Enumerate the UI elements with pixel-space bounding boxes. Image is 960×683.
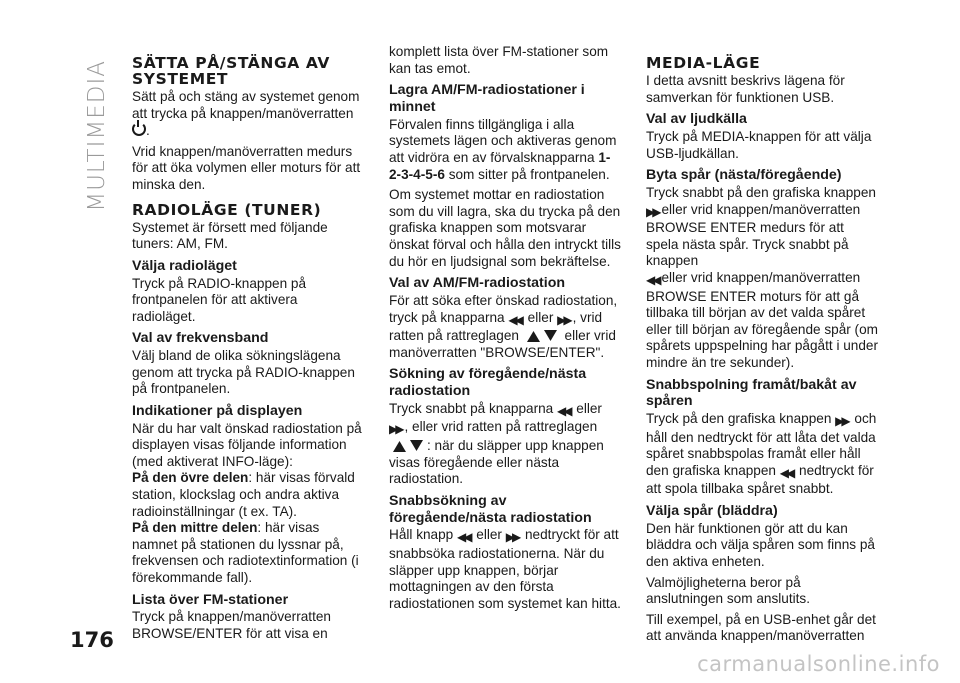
heading-byta: Byta spår (nästa/föregående) [646,167,842,184]
paragraph: Förvalen finns tillgängliga i alla systemets lägen och aktiveras genom att vidröra en av förvalsknapparna 1-2-3-4-5-6 som sitter på frontpanelen. [389,116,617,182]
watermark: carmanualsonline.info [697,652,940,676]
column-3 [646,55,878,649]
heading-lagra: Lagra AM/FM-radiostationer i minnet [389,82,585,115]
heading-ljud: Val av ljudkälla [646,111,747,128]
paragraph: Tryck snabbt på knapparna ◀◀ eller ▶▶ , eller vrid ratten på rattreglagen : när du släpper upp knappen visas föregående eller nästa radiostation. [389,400,604,487]
paragraph: Tryck på RADIO-knappen på frontpanelen för att aktivera radioläget. [132,275,307,324]
heading-lista: Lista över FM-stationer [132,591,289,608]
up-down-arrows-icon [391,439,425,453]
heading-val: Val av AM/FM-radiostation [389,275,566,292]
paragraph: För att söka efter önskad radiostation, tryck på knapparna ◀◀ eller ▶▶ , vrid ratten på rattreglagen eller vrid manöverratten "BROWSE/ENTER". [389,292,618,360]
next-track-icon: ▶▶ [389,422,402,437]
heading-ind: Indikationer på displayen [132,402,303,419]
paragraph: På den övre delen: här visas förvald station, klockslag och andra aktiva radioinställningar (t ex. TA). [132,470,355,519]
section-sidebar [84,60,110,212]
heading-media: MEDIA-LÄGE [646,54,761,72]
next-track-icon: ▶▶ [835,414,848,429]
heading-bladdra: Välja spår (bläddra) [646,503,778,520]
paragraph: Sätt på och stäng av systemet genom att trycka på knappen/manöverratten . [132,89,360,139]
paragraph: Tryck på den grafiska knappen ▶▶ och håll den nedtryckt för att låta det valda spåret snabbspolas framåt eller håll den grafiska knappen ◀◀ nedtryckt för att spola tillbaka spåret snabbt. [646,411,877,497]
paragraph: Om systemet mottar en radiostation som du vill lagra, ska du trycka på den grafiska knappen som motsvarar önskat förval och hålla den intryckt tills du hör en ljudsignal som bekräftelse. [389,187,621,269]
paragraph: Tryck på MEDIA-knappen för att välja USB-ljudkällan. [646,128,872,161]
column-2 [389,44,621,616]
paragraph: Tryck på knappen/manöverratten BROWSE/ENTER för att visa en [132,609,331,642]
previous-track-icon: ◀◀ [779,465,793,480]
previous-track-icon: ◀◀ [557,403,570,418]
heading-valja: Välja radioläget [132,257,237,274]
paragraph: Valmöjligheterna beror på anslutningen som anslutits. [646,574,810,607]
paragraph: I detta avsnitt beskrivs lägena för samverkan för funktionen USB. [646,73,845,105]
paragraph: På den mittre delen: här visas namnet på stationen du lyssnar på, frekvensen och radiotextinformation (i förekommande fall). [132,520,359,586]
heading-spol: Snabbspolning framåt/bakåt av spåren [646,376,857,410]
paragraph: När du har valt önskad radiostation på displayen visas följande information (med aktiverat INFO-läge): [132,420,362,469]
paragraph: Välj bland de olika sökningslägena genom att trycka på RADIO-knappen på frontpanelen. [132,348,355,397]
heading-satta: SÄTTA PÅ/STÄNGA AV SYSTEMET [132,54,331,88]
heading-band: Val av frekvensband [132,330,269,347]
section-title: MULTIMEDIA [84,60,110,212]
previous-track-icon: ◀◀ [646,272,659,287]
next-track-icon: ▶▶ [505,530,519,545]
next-track-icon: ▶▶ [646,204,659,219]
paragraph: komplett lista över FM-stationer som kan tas emot. [389,44,609,76]
paragraph: Systemet är försett med följande tuners: AM, FM. [132,219,328,252]
column-1 [132,55,364,647]
heading-radio: RADIOLÄGE (TUNER) [132,200,322,219]
previous-track-icon: ◀◀ [457,530,470,545]
paragraph: Tryck snabbt på den grafiska knappen ▶▶ eller vrid knappen/manöverratten BROWSE ENTER medurs för att spela nästa spår. Tryck snabbt på knappen ◀◀ eller vrid knappen/manöverratten BROWSE ENTER moturs för att gå tillbaka till början av det valda spåret eller till början av föregående spår (om spårets uppspelning har pågått i under mindre än tre sekunder). [646,184,879,370]
up-down-arrows-icon [525,329,559,343]
heading-sok: Sökning av föregående/nästa radiostation [389,366,587,400]
heading-snabb: Snabbsökning av föregående/nästa radiostation [389,492,592,526]
next-track-icon: ▶▶ [557,312,570,327]
paragraph: Den här funktionen gör att du kan bläddra och välja spåren som finns på den aktiva enheten. [646,520,875,570]
previous-track-icon: ◀◀ [508,312,521,327]
paragraph: Vrid knappen/manöverratten medurs för att öka volymen eller moturs för att minska den. [132,143,361,192]
paragraph: Till exempel, på en USB-enhet går det att använda knappen/manöverratten [646,611,876,644]
paragraph: Håll knapp ◀◀ eller ▶▶ nedtryckt för att snabbsöka radiostationerna. När du släpper upp knappen, börjar mottagningen av den första radiostationen som systemet kan hitta. [389,527,621,611]
page-number: 176 [70,628,114,652]
power-icon [132,122,146,136]
